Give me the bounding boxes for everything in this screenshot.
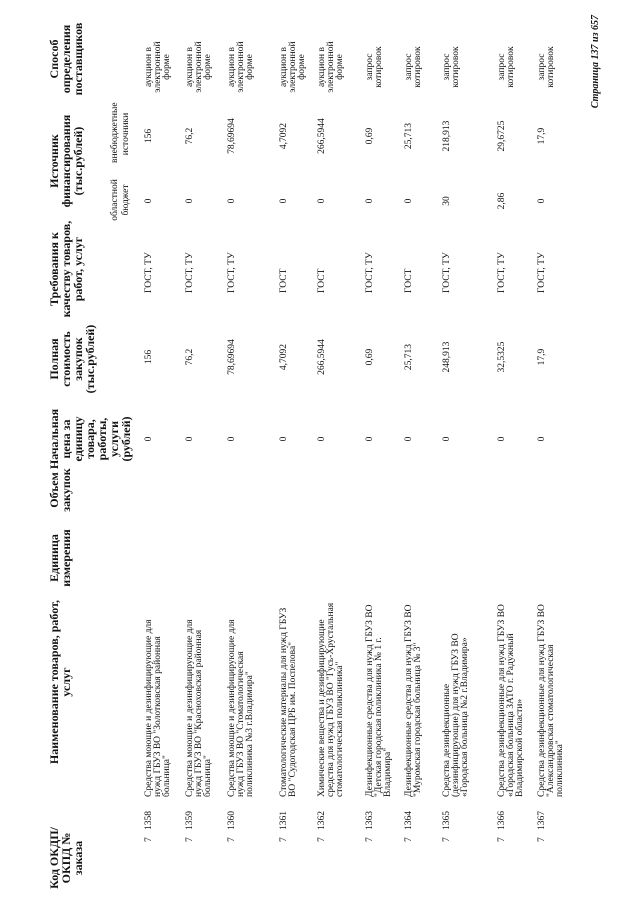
row-1364-order: 1364 [404, 811, 414, 830]
row-1364-regional: 0 [404, 198, 414, 204]
row-1365-requirements: ГОСТ, ТУ [442, 252, 452, 293]
row-1367-code: 7 [537, 837, 547, 842]
row-1367-requirements: ГОСТ, ТУ [537, 252, 547, 293]
row-1359-total: 76,2 [185, 348, 195, 366]
row-1366-method: запрос котировок [497, 46, 516, 88]
row-1359-regional: 0 [185, 198, 195, 204]
row-1366-code: 7 [497, 837, 507, 842]
row-1359-extrabudget: 76,2 [185, 127, 195, 145]
row-1363-requirements: ГОСТ, ТУ [365, 252, 375, 293]
row-1367-price: 0 [537, 436, 547, 442]
row-1360-code: 7 [227, 837, 237, 842]
row-1363-extrabudget: 0,69 [365, 127, 375, 145]
row-1361-total: 4,7092 [279, 343, 289, 371]
row-1360-extrabudget: 78,69694 [227, 118, 237, 154]
row-1360-regional: 0 [227, 198, 237, 204]
row-1363-total: 0,69 [365, 348, 375, 366]
row-1366-name: Средства дезинфекционные для нужд ГБУЗ ВО «Городская больница ЗАТО г. Радужный Владимирской области» [497, 604, 525, 797]
row-1361-price: 0 [279, 436, 289, 442]
row-1362-total: 266,5944 [317, 339, 327, 375]
row-1365-extrabudget: 218,913 [442, 120, 452, 152]
header-method: Способ определения поставщиков [47, 22, 85, 96]
row-1365-regional: 30 [442, 196, 452, 206]
row-1361-order: 1361 [279, 811, 289, 830]
row-1367-regional: 0 [537, 198, 547, 204]
row-1362-requirements: ГОСТ [317, 268, 327, 293]
header-financing: Источник финансирования (тыс.рублей) [47, 114, 85, 208]
row-1358-regional: 0 [144, 198, 154, 204]
header-unit: Единица измерения [47, 529, 73, 587]
row-1359-price: 0 [185, 436, 195, 442]
row-1358-price: 0 [144, 436, 154, 442]
row-1358-method: аукцион в электронной форме [144, 41, 172, 93]
row-1363-code: 7 [365, 837, 375, 842]
row-1367-order: 1367 [537, 811, 547, 830]
row-1360-method: аукцион в электронной форме [227, 41, 255, 93]
row-1367-name: Средства дезинфекционные для нужд ГБУЗ ВО "Александровская стоматологическая поликлиника" [537, 604, 565, 797]
row-1365-code: 7 [442, 837, 452, 842]
row-1367-total: 17,9 [537, 348, 547, 366]
row-1360-requirements: ГОСТ, ТУ [227, 252, 237, 293]
row-1362-code: 7 [317, 837, 327, 842]
row-1359-method: аукцион в электронной форме [185, 41, 213, 93]
row-1364-extrabudget: 25,713 [404, 122, 414, 150]
row-1359-order: 1359 [185, 811, 195, 830]
row-1358-name: Средства моющие и дезинфицирующие для нужд ГБУЗ ВО "Золотковская районная больница" [144, 619, 172, 797]
row-1365-method: запрос котировок [442, 46, 461, 88]
row-1361-requirements: ГОСТ [279, 268, 289, 293]
header-volume: Объем закупок [47, 468, 73, 512]
row-1362-regional: 0 [317, 198, 327, 204]
row-1366-total: 32,5325 [497, 341, 507, 373]
row-1361-name: Стоматологические материалы для нужд ГБУЗ ВО "Судогодская ЦРБ им. Поспелова" [279, 607, 298, 797]
row-1358-total: 156 [144, 349, 154, 365]
row-1360-order: 1360 [227, 811, 237, 830]
row-1362-extrabudget: 266,5944 [317, 118, 327, 154]
row-1363-regional: 0 [365, 198, 375, 204]
row-1366-requirements: ГОСТ, ТУ [497, 252, 507, 293]
row-1363-method: запрос котировок [365, 46, 384, 88]
header-price: Начальная цена за единицу товара, работы, услуги (рублей) [47, 408, 133, 470]
row-1362-name: Химические вещества и дезинфицирующие средства для нужд ГБУЗ ВО "Гусь-Хрустальная стоматологическая поликлиника" [317, 602, 345, 797]
row-1363-name: Дезинфекционные средства для нужд ГБУЗ ВО "Детская городская поликлиника № 1 г. Владимира" [365, 604, 393, 797]
row-1366-order: 1366 [497, 811, 507, 830]
row-1364-name: Дезинфекционные средства для нужд ГБУЗ ВО "Муромская городская больница № 3" [404, 604, 423, 797]
row-1361-extrabudget: 4,7092 [279, 122, 289, 150]
page-footer: Страница 137 из 657 [590, 15, 601, 109]
row-1364-code: 7 [404, 837, 414, 842]
header-name: Наименование товаров, работ, услуг [47, 599, 73, 765]
row-1359-requirements: ГОСТ, ТУ [185, 252, 195, 293]
row-1366-price: 0 [497, 436, 507, 442]
row-1365-name: Средства дезинфекционные (дезинфицирующие) для нужд ГБУЗ ВО «Городская больница №2 г.Владимира» [442, 633, 470, 797]
row-1360-name: Средства моющие и дезинфицирующие для нужд ГБУЗ ВО "Стоматологическая поликлиника №3 г.Владимира" [227, 619, 255, 797]
row-1365-price: 0 [442, 436, 452, 442]
row-1367-method: запрос котировок [537, 46, 556, 88]
row-1361-code: 7 [279, 837, 289, 842]
row-1363-price: 0 [365, 436, 375, 442]
row-1366-regional: 2,86 [497, 192, 507, 210]
row-1362-price: 0 [317, 436, 327, 442]
row-1359-name: Средства моющие и дезинфицирующие для нужд ГБУЗ ВО "Красноховская районная больница" [185, 619, 213, 797]
row-1358-order: 1358 [144, 811, 154, 830]
row-1367-extrabudget: 17,9 [537, 127, 547, 145]
row-1365-order: 1365 [442, 811, 452, 830]
row-1365-total: 248,913 [442, 341, 452, 373]
header-extrabudget: внебюджетные источники [110, 102, 131, 163]
row-1361-method: аукцион в электронной форме [279, 41, 307, 93]
row-1360-total: 78,69694 [227, 339, 237, 375]
row-1363-order: 1363 [365, 811, 375, 830]
header-total: Полная стоимость закупок (тыс.рублей) [47, 324, 97, 394]
row-1364-price: 0 [404, 436, 414, 442]
row-1364-method: запрос котировок [404, 46, 423, 88]
row-1358-code: 7 [144, 837, 154, 842]
header-requirements: Требования к качеству товаров, работ, услуг [47, 220, 85, 318]
row-1362-method: аукцион в электронной форме [317, 41, 345, 93]
header-regional-budget: областной бюджет [110, 179, 131, 221]
row-1366-extrabudget: 29,6725 [497, 120, 507, 152]
row-1361-regional: 0 [279, 198, 289, 204]
header-code: Код ОКДП/ ОКПД № заказа [47, 827, 85, 889]
row-1364-requirements: ГОСТ [404, 268, 414, 293]
row-1358-extrabudget: 156 [144, 128, 154, 144]
row-1359-code: 7 [185, 837, 195, 842]
row-1358-requirements: ГОСТ, ТУ [144, 252, 154, 293]
row-1364-total: 25,713 [404, 343, 414, 371]
row-1362-order: 1362 [317, 811, 327, 830]
row-1360-price: 0 [227, 436, 237, 442]
